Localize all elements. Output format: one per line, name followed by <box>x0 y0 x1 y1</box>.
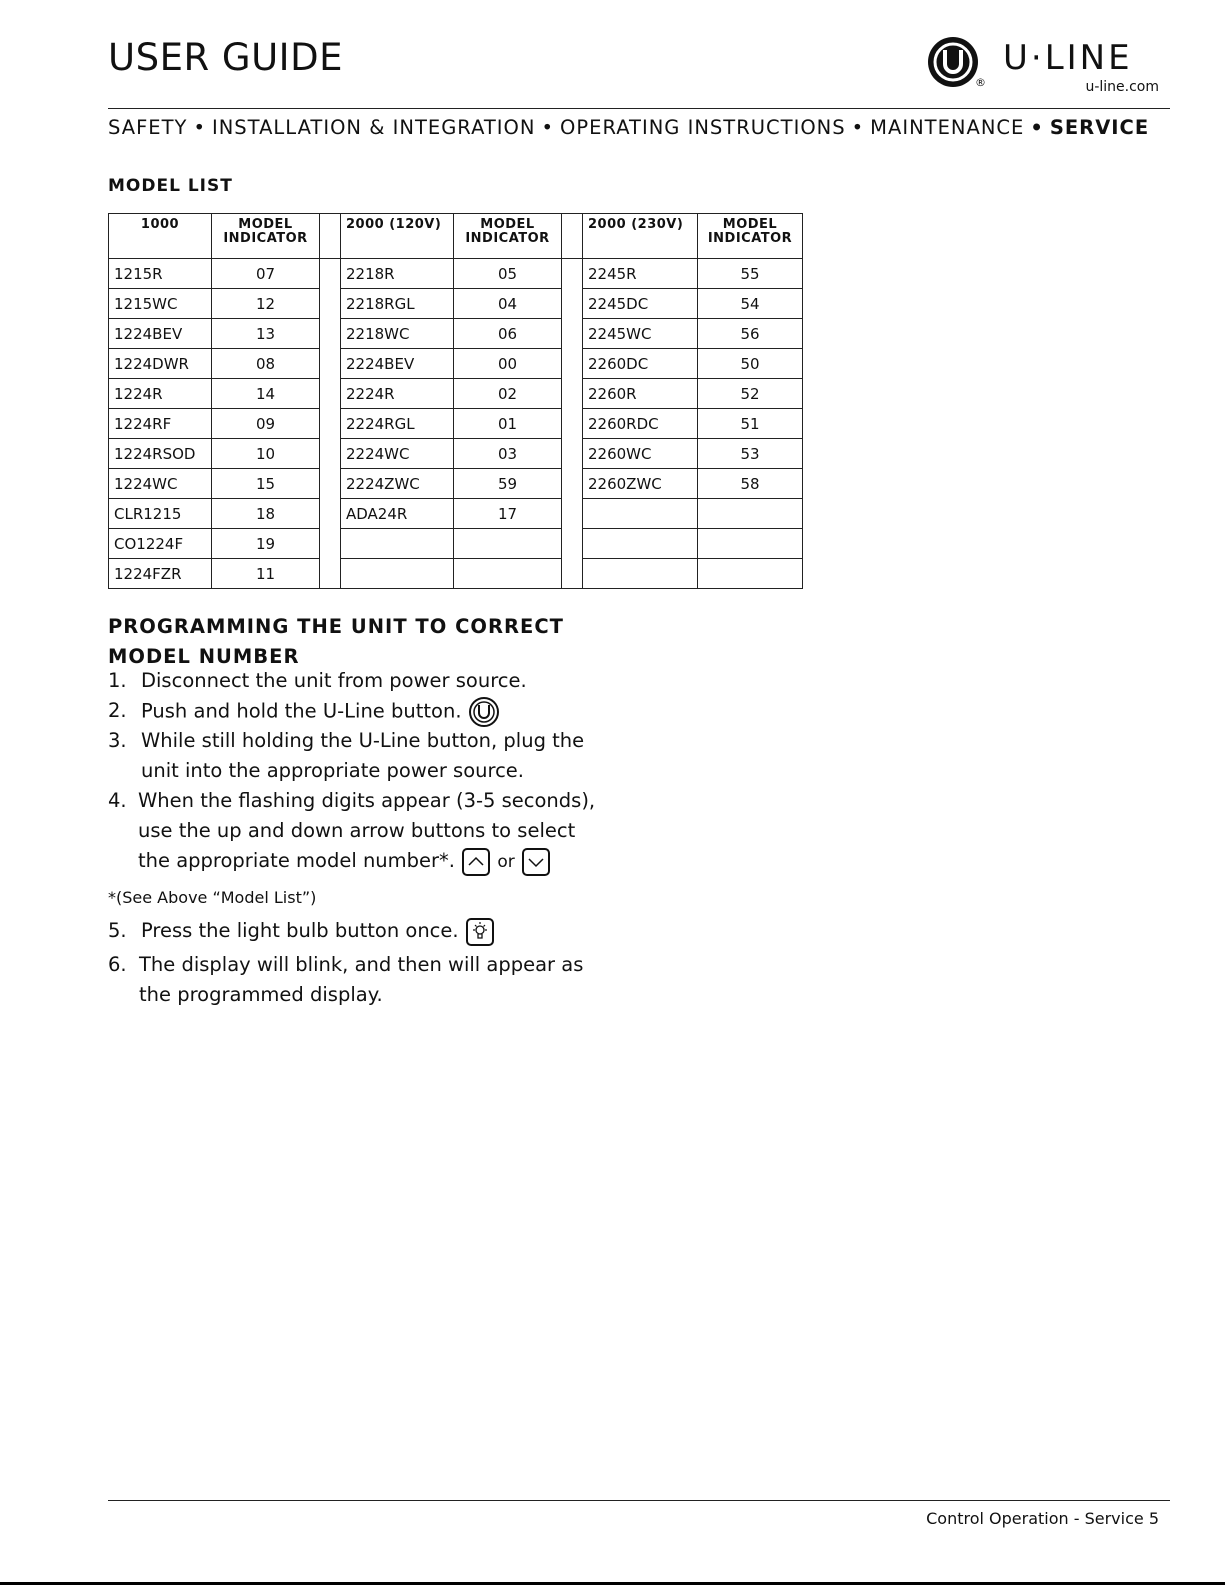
column-gap <box>562 439 583 469</box>
model-number-cell <box>341 559 454 589</box>
column-gap <box>320 379 341 409</box>
model-number-cell: 2224RGL <box>341 409 454 439</box>
logo-wordmark: U·LINE <box>1003 38 1133 78</box>
programming-heading <box>108 612 608 672</box>
step-number: 5. <box>108 919 127 942</box>
table-row <box>109 409 803 439</box>
page-footer: Control Operation - Service 5 <box>926 1509 1159 1528</box>
nav-separator: • <box>193 116 206 139</box>
model-number-cell: 1224BEV <box>109 319 212 349</box>
step-2 <box>108 696 628 728</box>
step-number: 4. <box>108 789 127 812</box>
model-indicator-cell: 15 <box>212 469 320 499</box>
model-indicator-cell <box>698 499 803 529</box>
model-indicator-cell: 12 <box>212 289 320 319</box>
column-gap <box>562 529 583 559</box>
up-arrow-button-icon <box>461 847 491 877</box>
step-number: 2. <box>108 699 127 722</box>
step-5 <box>108 916 628 947</box>
model-number-cell: 1224WC <box>109 469 212 499</box>
model-number-cell: 1224FZR <box>109 559 212 589</box>
model-indicator-cell: 51 <box>698 409 803 439</box>
model-indicator-cell: 55 <box>698 259 803 289</box>
column-header: MODEL INDICATOR <box>454 214 562 259</box>
model-number-cell: ADA24R <box>341 499 454 529</box>
model-list-note: *(See Above “Model List”) <box>108 888 317 907</box>
model-indicator-cell <box>698 559 803 589</box>
column-gap <box>562 214 583 259</box>
model-indicator-cell: 01 <box>454 409 562 439</box>
model-list-table <box>108 213 803 589</box>
model-number-cell: 1224R <box>109 379 212 409</box>
step-text: Disconnect the unit from power source. <box>141 669 527 692</box>
column-gap <box>562 379 583 409</box>
step-1 <box>108 666 628 696</box>
column-gap <box>320 349 341 379</box>
model-indicator-cell <box>454 559 562 589</box>
model-indicator-cell: 09 <box>212 409 320 439</box>
column-gap <box>320 469 341 499</box>
model-number-cell: 2224ZWC <box>341 469 454 499</box>
step-number: 3. <box>108 729 127 752</box>
model-number-cell: 2260R <box>583 379 698 409</box>
table-row <box>109 289 803 319</box>
nav-item-service: SERVICE <box>1049 116 1150 139</box>
model-number-cell: 2260WC <box>583 439 698 469</box>
nav-separator: • <box>851 116 865 139</box>
model-number-cell <box>341 529 454 559</box>
model-number-cell: 2260ZWC <box>583 469 698 499</box>
model-number-cell: 2224R <box>341 379 454 409</box>
column-header: 1000 <box>109 214 212 259</box>
model-indicator-cell: 18 <box>212 499 320 529</box>
model-number-cell: 2218R <box>341 259 454 289</box>
step-number: 1. <box>108 669 127 692</box>
nav-item-maintenance: MAINTENANCE <box>870 116 1025 139</box>
column-gap <box>320 529 341 559</box>
down-arrow-button-icon <box>521 847 551 877</box>
column-header: 2000 (120V) <box>341 214 454 259</box>
column-gap <box>320 319 341 349</box>
column-header: MODEL INDICATOR <box>698 214 803 259</box>
model-indicator-cell: 14 <box>212 379 320 409</box>
table-row <box>109 439 803 469</box>
model-indicator-cell: 53 <box>698 439 803 469</box>
column-gap <box>562 409 583 439</box>
model-number-cell: 2245DC <box>583 289 698 319</box>
nav-item-installation: INSTALLATION & INTEGRATION <box>211 116 536 139</box>
model-indicator-cell: 59 <box>454 469 562 499</box>
column-gap <box>320 259 341 289</box>
model-indicator-cell: 04 <box>454 289 562 319</box>
document-title: USER GUIDE <box>108 36 343 79</box>
column-gap <box>320 409 341 439</box>
model-number-cell: 1224RF <box>109 409 212 439</box>
step-text: Press the light bulb button once. <box>141 919 459 942</box>
programming-heading-line: MODEL NUMBER <box>108 645 300 668</box>
column-gap <box>562 499 583 529</box>
model-indicator-cell: 13 <box>212 319 320 349</box>
step-number: 6. <box>108 953 127 976</box>
model-indicator-cell <box>698 529 803 559</box>
model-indicator-cell: 02 <box>454 379 562 409</box>
column-gap <box>562 289 583 319</box>
model-indicator-cell: 11 <box>212 559 320 589</box>
model-number-cell: 2224BEV <box>341 349 454 379</box>
step-text: While still holding the U-Line button, plug the unit into the appropriate power source. <box>141 729 585 782</box>
model-number-cell: 1224DWR <box>109 349 212 379</box>
step-6 <box>108 950 613 1010</box>
model-indicator-cell <box>454 529 562 559</box>
column-gap <box>320 439 341 469</box>
table-header-row <box>109 214 803 259</box>
step-3 <box>108 726 628 786</box>
model-number-cell <box>583 529 698 559</box>
table-row <box>109 529 803 559</box>
model-number-cell: 2224WC <box>341 439 454 469</box>
model-indicator-cell: 00 <box>454 349 562 379</box>
column-gap <box>320 214 341 259</box>
nav-separator: • <box>541 116 555 139</box>
u-line-button-icon <box>468 696 500 728</box>
step-text: Push and hold the U-Line button. <box>141 699 462 723</box>
step-text: The display will blink, and then will appear as the programmed display. <box>139 953 584 1006</box>
model-indicator-cell: 06 <box>454 319 562 349</box>
model-number-cell: 2245WC <box>583 319 698 349</box>
nav-separator: • <box>1030 116 1044 139</box>
model-number-cell: CLR1215 <box>109 499 212 529</box>
model-number-cell: 2260DC <box>583 349 698 379</box>
column-gap <box>562 349 583 379</box>
column-gap <box>320 289 341 319</box>
column-gap <box>320 499 341 529</box>
column-gap <box>320 559 341 589</box>
footer-divider <box>108 1500 1170 1501</box>
model-number-cell: 2218RGL <box>341 289 454 319</box>
model-number-cell: 2245R <box>583 259 698 289</box>
table-row <box>109 469 803 499</box>
nav-item-safety: SAFETY <box>108 116 188 139</box>
model-indicator-cell: 52 <box>698 379 803 409</box>
column-gap <box>562 469 583 499</box>
column-gap <box>562 259 583 289</box>
model-number-cell: 2218WC <box>341 319 454 349</box>
table-row <box>109 379 803 409</box>
model-indicator-cell: 19 <box>212 529 320 559</box>
column-gap <box>562 559 583 589</box>
section-nav <box>108 116 1149 139</box>
column-header: MODEL INDICATOR <box>212 214 320 259</box>
model-number-cell <box>583 559 698 589</box>
nav-item-operating: OPERATING INSTRUCTIONS <box>560 116 846 139</box>
column-header: 2000 (230V) <box>583 214 698 259</box>
model-indicator-cell: 03 <box>454 439 562 469</box>
step-4 <box>108 786 613 877</box>
model-number-cell <box>583 499 698 529</box>
step-text: When the flashing digits appear (3-5 seconds), use the up and down arrow buttons to select the appropriate model number*. <box>138 789 596 872</box>
model-indicator-cell: 50 <box>698 349 803 379</box>
programming-heading-line: PROGRAMMING THE UNIT TO CORRECT <box>108 615 564 638</box>
model-indicator-cell: 07 <box>212 259 320 289</box>
model-number-cell: CO1224F <box>109 529 212 559</box>
model-indicator-cell: 58 <box>698 469 803 499</box>
light-bulb-button-icon <box>465 917 495 947</box>
table-row <box>109 349 803 379</box>
model-number-cell: 1215R <box>109 259 212 289</box>
column-gap <box>562 319 583 349</box>
website-url: u-line.com <box>1085 79 1159 95</box>
table-row <box>109 559 803 589</box>
table-row <box>109 319 803 349</box>
registered-mark: ® <box>975 76 986 89</box>
model-number-cell: 2260RDC <box>583 409 698 439</box>
model-indicator-cell: 05 <box>454 259 562 289</box>
model-indicator-cell: 54 <box>698 289 803 319</box>
model-indicator-cell: 08 <box>212 349 320 379</box>
model-indicator-cell: 10 <box>212 439 320 469</box>
table-row <box>109 499 803 529</box>
model-indicator-cell: 17 <box>454 499 562 529</box>
or-label: or <box>497 852 515 872</box>
model-list-heading: MODEL LIST <box>108 176 233 196</box>
model-number-cell: 1224RSOD <box>109 439 212 469</box>
u-line-logo <box>927 36 1159 96</box>
model-indicator-cell: 56 <box>698 319 803 349</box>
header-divider <box>108 108 1170 109</box>
table-row <box>109 259 803 289</box>
model-number-cell: 1215WC <box>109 289 212 319</box>
